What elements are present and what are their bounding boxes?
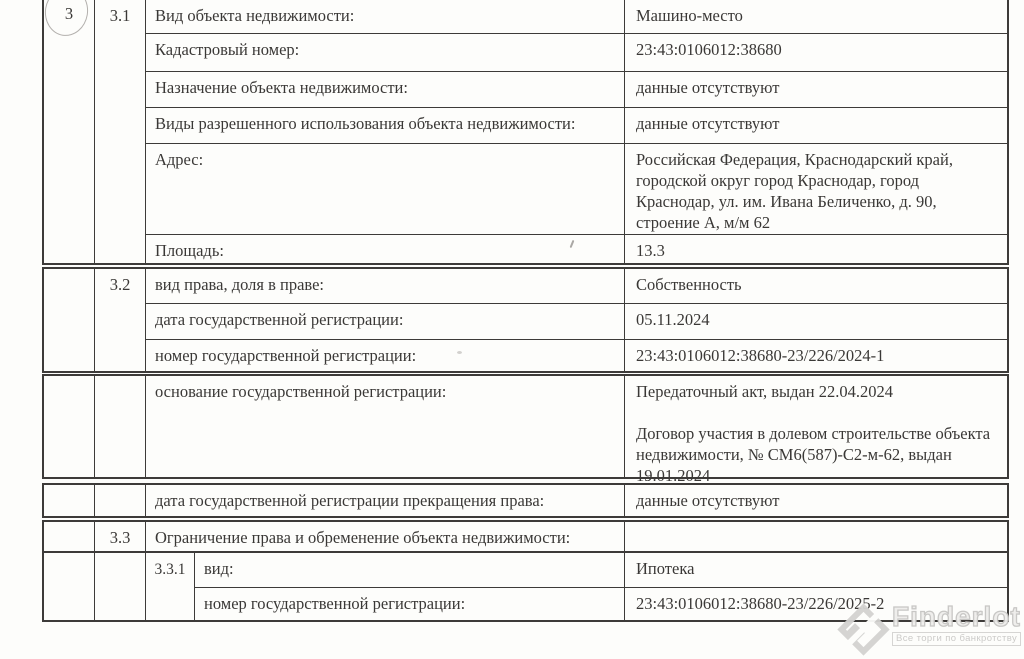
row-value: 23:43:0106012:38680-23/226/2024-1 bbox=[636, 346, 885, 365]
row-value: данные отсутствуют bbox=[636, 491, 780, 510]
section-3-3-rows bbox=[146, 522, 1007, 551]
row-label: Виды разрешенного использования объекта недвижимости: bbox=[146, 108, 625, 143]
table-row bbox=[146, 234, 1007, 263]
row-label: Площадь: bbox=[146, 235, 625, 263]
table-row bbox=[146, 0, 1007, 33]
subsection-3-2-number: 3.2 bbox=[109, 275, 131, 294]
watermark-text bbox=[892, 603, 1021, 646]
table-row bbox=[146, 269, 1007, 303]
row-label: основание государственной регистрации: bbox=[146, 376, 625, 477]
table-row bbox=[146, 303, 1007, 339]
termination-date-rows bbox=[146, 485, 1007, 516]
row-label: Адрес: bbox=[146, 144, 625, 234]
row-value: Машино-место bbox=[636, 6, 743, 25]
section-number: 3 bbox=[64, 4, 74, 23]
row-label: номер государственной регистрации: bbox=[146, 340, 625, 371]
row-value: Российская Федерация, Краснодарский край, городской округ город Краснодар, город Краснодар, ул. им. Ивана Беличенко, д. 90, строение А, м/м 62 bbox=[636, 150, 953, 232]
finderlot-logo-icon bbox=[837, 603, 889, 655]
registration-basis-block bbox=[42, 374, 1009, 485]
subsection-3-2-cell bbox=[95, 269, 146, 371]
row-label: дата государственной регистрации: bbox=[146, 304, 625, 339]
basis-value-line-1: Передаточный акт, выдан 22.04.2024 bbox=[636, 382, 894, 401]
row-label: Вид объекта недвижимости: bbox=[146, 0, 625, 33]
subsection-cell-empty bbox=[95, 376, 146, 477]
row-label: Ограничение права и обременение объекта недвижимости: bbox=[146, 522, 625, 551]
row-value: Собственность bbox=[636, 275, 742, 294]
table-row bbox=[146, 71, 1007, 107]
section-number-cell-empty bbox=[44, 376, 95, 477]
section-number-cell-empty bbox=[44, 485, 95, 516]
watermark-tagline: Все торги по банкротству bbox=[892, 632, 1021, 646]
row-value: данные отсутствуют bbox=[636, 78, 780, 97]
row-label: вид: bbox=[195, 553, 625, 587]
subsection-3-3-1-cell bbox=[146, 553, 195, 620]
section-number-cell-empty bbox=[44, 553, 95, 620]
row-value: Ипотека bbox=[636, 559, 695, 578]
scan-artifact bbox=[457, 351, 462, 354]
subsection-cell-empty bbox=[95, 553, 146, 620]
row-value: 05.11.2024 bbox=[636, 310, 710, 329]
watermark-brand: Finderlot bbox=[892, 601, 1021, 632]
section-3-1-rows bbox=[146, 0, 1007, 263]
row-value: данные отсутствуют bbox=[636, 114, 780, 133]
row-value: 23:43:0106012:38680-23/226/2025-2 bbox=[636, 594, 885, 613]
row-label: Кадастровый номер: bbox=[146, 34, 625, 71]
table-row bbox=[146, 522, 1007, 551]
section-number-cell-empty bbox=[44, 269, 95, 371]
row-label: номер государственной регистрации: bbox=[195, 588, 625, 620]
subsection-3-3-number: 3.3 bbox=[109, 528, 131, 547]
table-row bbox=[146, 143, 1007, 234]
row-value-empty bbox=[625, 522, 1007, 551]
row-value: 23:43:0106012:38680 bbox=[636, 40, 782, 59]
section-number-cell-empty bbox=[44, 522, 95, 551]
table-row bbox=[146, 376, 1007, 485]
table-row bbox=[146, 33, 1007, 71]
finderlot-watermark bbox=[845, 603, 1021, 648]
basis-value-line-2: Договор участия в долевом строительстве объекта недвижимости, № СМ6(587)-С2-м-62, выдан 19.01.2024 bbox=[636, 424, 991, 485]
subsection-3-3-1-number: 3.3.1 bbox=[154, 561, 186, 578]
section-3-3-block bbox=[42, 520, 1009, 553]
subsection-3-1-number: 3.1 bbox=[109, 6, 131, 25]
section-number-cell bbox=[44, 0, 95, 263]
section-3-2-block bbox=[42, 267, 1009, 373]
subsection-3-1-cell bbox=[95, 0, 146, 263]
table-row bbox=[146, 339, 1007, 371]
row-label: вид права, доля в праве: bbox=[146, 269, 625, 303]
row-label: Назначение объекта недвижимости: bbox=[146, 72, 625, 107]
row-value: 13.3 bbox=[636, 241, 665, 260]
row-value bbox=[625, 376, 1007, 485]
table-row bbox=[146, 485, 1007, 516]
section-3-2-rows bbox=[146, 269, 1007, 371]
row-label: дата государственной регистрации прекращения права: bbox=[146, 485, 625, 516]
termination-date-block bbox=[42, 483, 1009, 518]
section-3-1-block bbox=[42, 0, 1009, 265]
subsection-3-3-cell bbox=[95, 522, 146, 551]
table-row bbox=[146, 107, 1007, 143]
registration-basis-rows bbox=[146, 376, 1007, 485]
table-row bbox=[195, 553, 1007, 587]
subsection-cell-empty bbox=[95, 485, 146, 516]
